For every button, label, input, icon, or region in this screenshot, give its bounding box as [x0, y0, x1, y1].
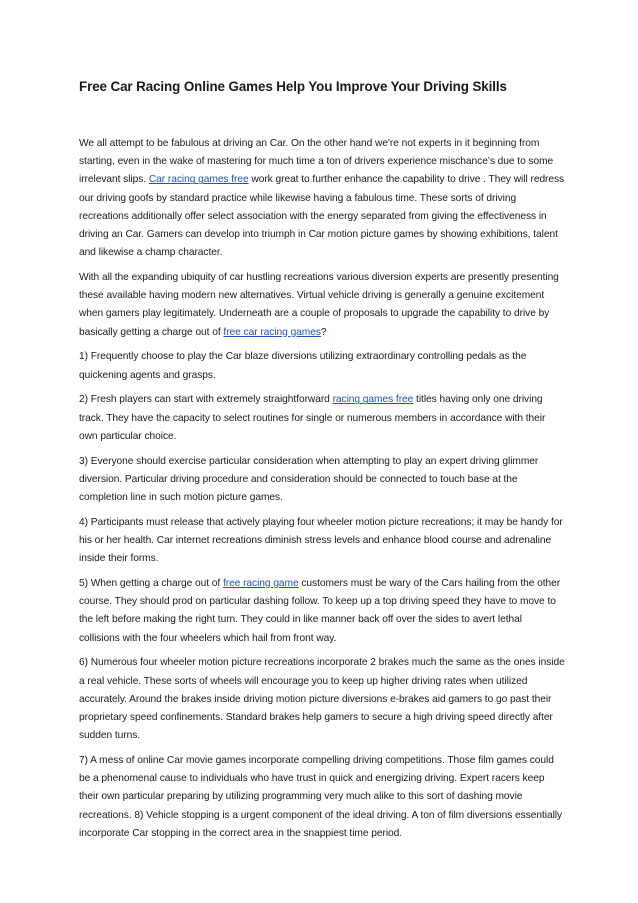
- paragraph-intro: [79, 135, 565, 262]
- paragraph-text: 5) When getting a charge out of: [79, 578, 223, 590]
- document-title: Free Car Racing Online Games Help You Improve Your Driving Skills: [79, 79, 507, 94]
- paragraph-tip-4: [79, 514, 565, 569]
- paragraph-tip-1: [79, 348, 565, 384]
- paragraph-text: We all attempt to be fabulous at driving an Car. On the other hand we're not experts in it beginning from starting, even in the wake of mastering for much time a ton of drivers experience mischance’s due to some irrelevant slips.: [79, 138, 554, 186]
- paragraph-text: 4) Participants must release that actively playing four wheeler motion picture recreations; it may be handy for his or her health. Car internet recreations diminish stress levels and enhance blood course and adrenaline inside their forms.: [79, 516, 563, 565]
- paragraph-text: 1) Frequently choose to play the Car blaze diversions utilizing extraordinary controlling pedals as the quickening agents and grasps.: [79, 351, 527, 381]
- paragraph-tip-6: [79, 654, 565, 745]
- paragraph-text: customers must be wary of the Cars hailing from the other course. They should prod on particular dashing follow. To keep up a top driving speed they have to move to the left before making the right turn. They could in like manner back off over the sides to avert lethal collisions with the four wheelers which hail from front way.: [79, 578, 561, 644]
- paragraph-ubiquity: [79, 269, 565, 342]
- link-car-racing-games-free[interactable]: Car racing games free: [148, 174, 249, 186]
- paragraph-tip-2: [79, 391, 565, 446]
- paragraph-text: ?: [320, 326, 327, 338]
- document-page: [79, 78, 565, 850]
- link-free-racing-game[interactable]: free racing game: [222, 578, 299, 590]
- paragraph-text: 6) Numerous four wheeler motion picture recreations incorporate 2 brakes much the same as the ones inside a real vehicle. These sorts of wheels will encourage you to keep up higher driving rates when utilized accurately. Around the brakes inside driving motion picture diversions e-brakes aid gamers to go past their proprietary speed confinements. Standard brakes help gamers to secure a high driving speed directly after sudden turns.: [79, 657, 565, 742]
- paragraph-text: work great to further enhance the capability to drive . They will redress our driving goofs by standard practice while likewise having a fabulous time. These sorts of driving recreations additionally offer select association with the energy separated from giving the effectiveness in driving an Car. Gamers can develop into triumph in Car motion picture games by showing exhibitions, talent and likewise a champ character.: [79, 174, 565, 259]
- paragraph-tip-3: [79, 453, 565, 508]
- paragraph-text: 3) Everyone should exercise particular consideration when attempting to play an expert driving glimmer diversion. Particular driving procedure and consideration should be connected to touch base at the completion line in such motion picture games.: [79, 455, 539, 504]
- link-free-car-racing-games[interactable]: free car racing games: [223, 326, 321, 338]
- paragraph-tip-7: [79, 752, 565, 843]
- paragraph-tip-5: [79, 575, 565, 648]
- paragraph-text: 7) A mess of online Car movie games incorporate compelling driving competitions. Those film games could be a phenomenal cause to individuals who have trust in quick and energizing driving. Expert racers keep their own particular preparing by utilizing programming very much alike to this sort of dashing movie recreations. 8) Vehicle stopping is a urgent component of the ideal driving. A ton of film diversions essentially incorporate Car stopping in the correct area in the snappiest time period.: [79, 755, 563, 839]
- link-racing-games-free[interactable]: racing games free: [332, 394, 414, 406]
- paragraph-text: 2) Fresh players can start with extremely straightforward: [79, 394, 333, 406]
- paragraph-text: titles having only one driving track. They have the capacity to select routines for single or numerous members in accordance with their own particular choice.: [79, 394, 546, 442]
- paragraph-text: With all the expanding ubiquity of car hustling recreations various diversion experts are presently presenting these available having modern new alternatives. Virtual vehicle driving is generally a genuine excitement when gamers play legitimately. Underneath are a couple of proposals to upgrade the capability to drive by basically getting a charge out of: [79, 272, 559, 338]
